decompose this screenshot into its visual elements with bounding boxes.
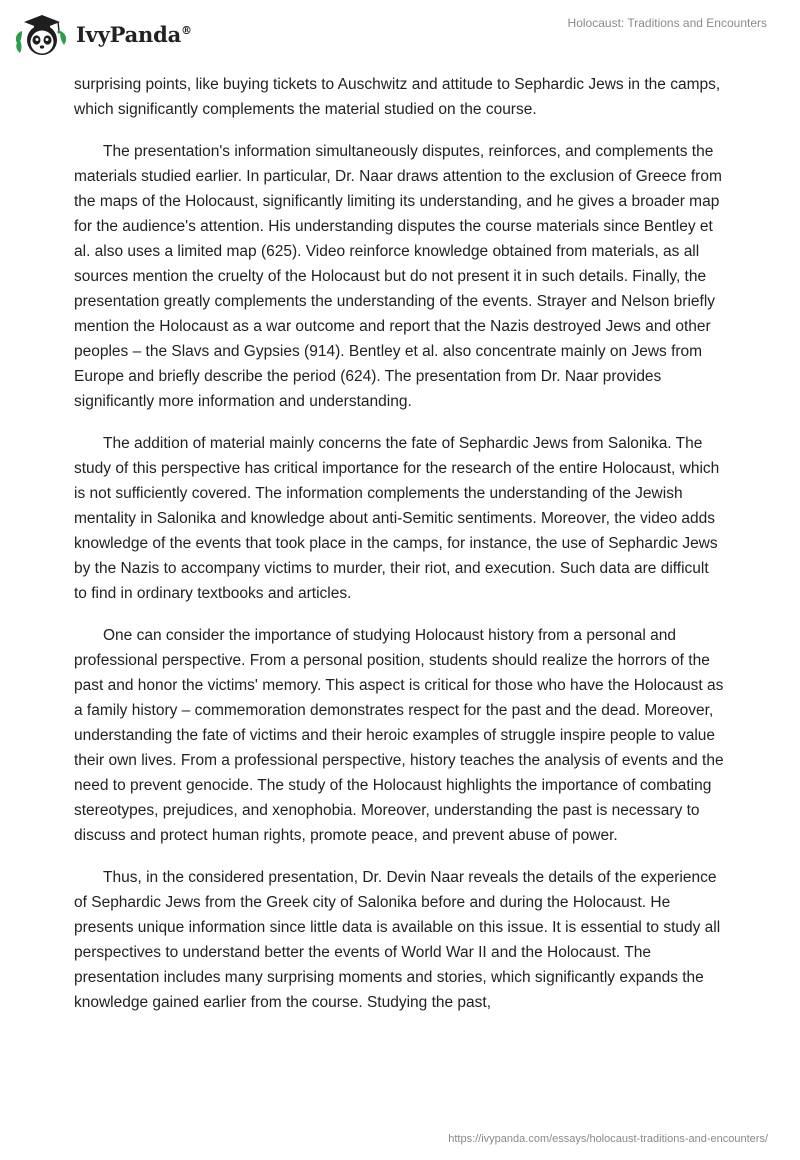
page-header <box>0 0 800 70</box>
paragraph: The addition of material mainly concerns the fate of Sephardic Jews from Salonika. The study of this perspective has critical importance for the research of the entire Holocaust, which is not sufficiently covered. The information complements the understanding of the Jewish mentality in Salonika and knowledge about anti-Semitic sentiments. Moreover, the video adds knowledge of the events that took place in the camps, for instance, the use of Sephardic Jews by the Nazis to accompany victims to murder, their riot, and execution. Such data are difficult to find in ordinary textbooks and articles. <box>74 435 720 602</box>
panda-graduate-icon <box>14 9 70 59</box>
paragraph: surprising points, like buying tickets to Auschwitz and attitude to Sephardic Jews in the camps, which significantly complements the material studied on the course. <box>74 76 721 118</box>
document-title: Holocaust: Traditions and Encounters <box>567 16 767 30</box>
footer-url[interactable]: https://ivypanda.com/essays/holocaust-traditions-and-encounters/ <box>448 1133 768 1145</box>
paragraph: Thus, in the considered presentation, Dr. Devin Naar reveals the details of the experience of Sephardic Jews from the Greek city of Salonika before and during the Holocaust. He presents unique information since little data is available on this issue. It is essential to study all perspectives to understand better the events of World War II and the Holocaust. The presentation includes many surprising moments and stories, which significantly expands the knowledge gained earlier from the course. Studying the past, <box>74 869 721 1011</box>
essay-body <box>74 72 724 1032</box>
paragraph: The presentation's information simultaneously disputes, reinforces, and complements the materials studied earlier. In particular, Dr. Naar draws attention to the exclusion of Greece from the maps of the Holocaust, significantly limiting its understanding, and he gives a broader map for the audience's attention. His understanding disputes the course materials since Bentley et al. also uses a limited map (625). Video reinforce knowledge obtained from materials, as all sources mention the cruelty of the Holocaust but do not present it in such details. Finally, the presentation greatly complements the understanding of the events. Strayer and Nelson briefly mention the Holocaust as a war outcome and report that the Nazis destroyed Jews and other peoples – the Slavs and Gypsies (914). Bentley et al. also concentrate mainly on Jews from Europe and briefly describe the period (624). The presentation from Dr. Naar provides significantly more information and understanding. <box>74 143 722 410</box>
brand-name: IvyPanda® <box>76 21 192 47</box>
ivypanda-logo[interactable] <box>14 9 192 59</box>
paragraph: One can consider the importance of studying Holocaust history from a personal and professional perspective. From a personal position, students should realize the horrors of the past and honor the victims' memory. This aspect is critical for those who have the Holocaust as a family history – commemoration demonstrates respect for the past and the dead. Moreover, understanding the fate of victims and their heroic examples of struggle inspire people to value their own lives. From a professional perspective, history teaches the analysis of events and the need to prevent genocide. The study of the Holocaust highlights the importance of combating stereotypes, prejudices, and xenophobia. Moreover, understanding the past is necessary to discuss and protect human rights, promote peace, and prevent abuse of power. <box>74 627 724 844</box>
